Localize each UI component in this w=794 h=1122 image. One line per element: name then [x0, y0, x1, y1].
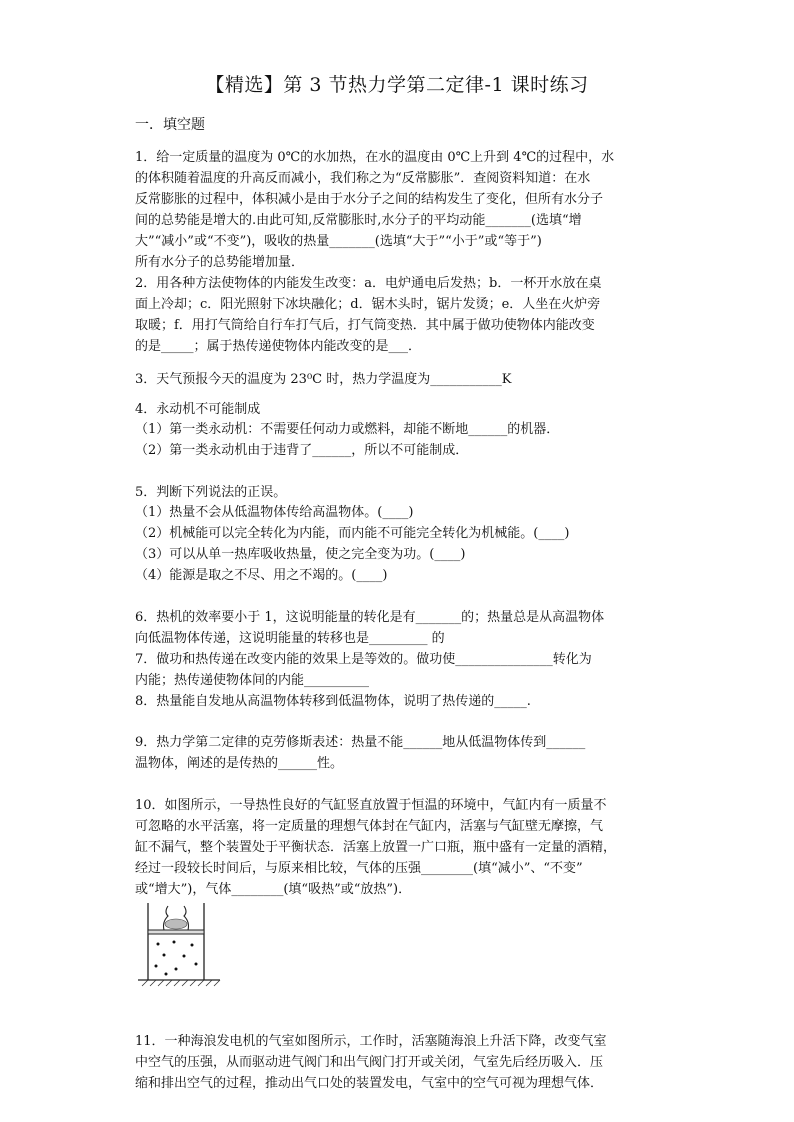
text-line: 可忽略的水平活塞，将一定质量的理想气体封在气缸内，活塞与气缸壁无摩擦，气	[135, 819, 604, 834]
piston	[148, 930, 204, 934]
text-line: （2）第一类永动机由于违背了______，所以不可能制成．	[135, 443, 469, 458]
text-line: 10．如图所示，一导热性良好的气缸竖直放置于恒温的环境中，气缸内有一质量不	[135, 798, 607, 813]
page-title: 【精选】第 3 节热力学第二定律-1 课时练习	[205, 74, 589, 96]
text-line: 面上冷却；c．阳光照射下冰块融化；d．锯木头时，锯片发烫；e．人坐在火炉旁	[135, 297, 601, 312]
text-line: 4．永动机不可能制成	[135, 402, 261, 417]
text-line: 6．热机的效率要小于 1，这说明能量的转化是有_______的；热量总是从高温物体	[135, 610, 605, 625]
cylinder-piston-figure	[138, 900, 230, 992]
text-line: （3）可以从单一热库吸收热量，使之完全变为功。(____)	[135, 547, 466, 562]
text-line: 所有水分子的总势能增加量．	[135, 255, 305, 270]
text-line: （1）第一类永动机：不需要任何动力或燃料，却能不断地______的机器．	[135, 422, 560, 437]
text-line: 经过一段较长时间后，与原来相比较，气体的压强________(填“减小”、“不变”	[135, 861, 583, 876]
text-line: 间的总势能是增大的.由此可知,反常膨胀时,水分子的平均动能_______(选填“增	[135, 213, 582, 228]
text-line: 8．热量能自发地从高温物体转移到低温物体，说明了热传递的_____.	[135, 694, 531, 709]
text-line: 内能；热传递使物体间的内能__________	[135, 673, 370, 688]
text-line: 取暖；f．用打气筒给自行车打气后，打气筒变热．其中属于做功使物体内能改变	[135, 318, 595, 333]
text-line: 5．判断下列说法的正误。	[135, 485, 287, 500]
text-line: 反常膨胀的过程中，体积减小是由于水分子之间的结构发生了变化，但所有水分子	[135, 192, 604, 207]
text-line: 9．热力学第二定律的克劳修斯表述：热量不能______地从低温物体传到______	[135, 735, 586, 750]
text-line: 11．一种海浪发电机的气室如图所示，工作时，活塞随海浪上升活下降，改变气室	[135, 1034, 607, 1049]
section-heading: 一．填空题	[135, 117, 205, 133]
text-line: （1）热量不会从低温物体传给高温物体。(____)	[135, 505, 414, 520]
text-line: 中空气的压强，从而驱动进气阀门和出气阀门打开或关闭，气室先后经历吸入．压	[135, 1055, 604, 1070]
text-line: （4）能源是取之不尽、用之不竭的。(____)	[135, 568, 388, 583]
text-line: 向低温物体传递，这说明能量的转移也是_________ 的	[135, 631, 445, 646]
text-line: 1．给一定质量的温度为 0℃的水加热，在水的温度由 0℃上升到 4℃的过程中，水	[135, 150, 615, 165]
gas-particles	[155, 941, 198, 976]
text-line: 3．天气预报今天的温度为 23⁰C 时，热力学温度为___________K	[135, 372, 512, 387]
text-line: （2）机械能可以完全转化为内能，而内能不可能完全转化为机械能。(____)	[135, 526, 570, 541]
text-line: 温物体，阐述的是传热的______性。	[135, 756, 344, 771]
text-line: 的体积随着温度的升高反而减小，我们称之为“反常膨胀”．查阅资料知道：在水	[135, 171, 591, 186]
ground-hatching	[142, 980, 220, 986]
alcohol-liquid	[165, 919, 187, 929]
text-line: 的是_____；属于热传递使物体内能改变的是___．	[135, 339, 422, 354]
text-line: 大”“减小”或“不变”)，吸收的热量_______(选填“大于”“小于”或“等于”)	[135, 234, 542, 249]
text-line: 2．用各种方法使物体的内能发生改变：a．电炉通电后发热；b．一杯开水放在桌	[135, 276, 602, 291]
text-line: 缩和排出空气的过程，推动出气口处的装置发电，气室中的空气可视为理想气体．	[135, 1076, 604, 1091]
text-line: 缸不漏气，整个装置处于平衡状态．活塞上放置一广口瓶，瓶中盛有一定量的酒精，	[135, 840, 617, 855]
text-line: 或“增大”)，气体________(填“吸热”或“放热”)．	[135, 882, 412, 897]
text-line: 7．做功和热传递在改变内能的效果上是等效的。做功使_______________转化为	[135, 652, 592, 667]
